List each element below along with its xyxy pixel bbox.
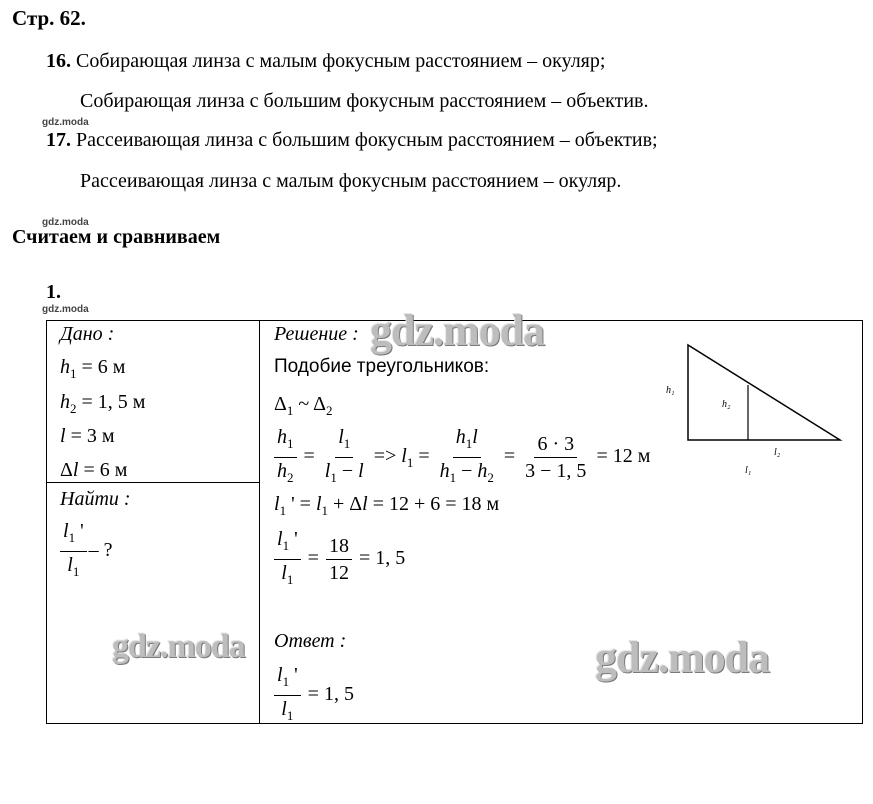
similarity-text: Подобие треугольников:	[274, 356, 490, 377]
triangle-outline	[688, 345, 840, 440]
answer-equation: $\frac{l_1 '}{l_1}$ = 1, 5	[272, 662, 354, 729]
watermark-small: gdz.moda	[42, 117, 89, 128]
watermark-large: gdz.moda	[112, 628, 245, 665]
given-h1: $h_1 = 6$ м	[60, 356, 126, 381]
label-l2: l₂	[774, 447, 781, 458]
solution-heading: Решение :	[274, 323, 359, 345]
answer-16-number: 16.	[46, 50, 71, 72]
find-expression: $\frac{l_1 '}{l_1}$ – ?	[58, 518, 113, 585]
watermark-small: gdz.moda	[42, 304, 89, 315]
ratio-equation: $\frac{l_1 '}{l_1}$ = $\frac{18}{12}$ = 1, 5	[272, 526, 405, 593]
problem-number: 1.	[46, 281, 61, 303]
new-distance-equation: $l_1$ ' = $l_1 + \Delta l = 12 + 6 = 18$ м	[274, 493, 500, 518]
answer-17	[46, 129, 658, 152]
answer-17-line1: Рассеивающая линза с большим фокусным расстоянием – объектив;	[76, 129, 658, 151]
watermark-large: gdz.moda	[370, 306, 545, 355]
answer-16-line1: Собирающая линза с малым фокусным расстоянием – окуляр;	[76, 50, 606, 72]
answer-16-line2: Собирающая линза с большим фокусным расстоянием – объектив.	[80, 90, 649, 112]
answer-17-number: 17.	[46, 129, 71, 151]
page-number: Стр. 62.	[12, 6, 86, 30]
answer-16	[46, 50, 605, 73]
answer-heading: Ответ :	[274, 630, 347, 652]
watermark-small: gdz.moda	[42, 217, 89, 228]
proportion-equation: $\frac{h_1}{h_2}$ = $\frac{l_1}{l_1 - l}$ => $l_1$ = $\frac{h_1l}{h_1 - h_2}$ = $\frac{6 \cdot 3}{3 - 1, 5}$ = 12 м	[272, 424, 650, 491]
given-dl: Δl = 6 м	[60, 459, 128, 481]
similarity-relation: $\Delta_1$ ~ $\Delta_2$	[274, 393, 333, 418]
watermark-large: gdz.moda	[595, 633, 770, 682]
section-title: Считаем и сравниваем	[12, 226, 221, 248]
answer-17-line2: Рассеивающая линза с малым фокусным расстоянием – окуляр.	[80, 170, 622, 192]
given-h2: $h_2 = 1$, 5 м	[60, 391, 146, 416]
label-l1: l₁	[745, 465, 752, 476]
given-l: l = 3 м	[60, 425, 115, 447]
label-h2: h₂	[722, 399, 731, 410]
given-heading: Дано :	[60, 323, 115, 345]
find-heading: Найти :	[60, 488, 131, 510]
similar-triangles-diagram	[650, 335, 850, 485]
label-h1: h₁	[666, 385, 675, 396]
